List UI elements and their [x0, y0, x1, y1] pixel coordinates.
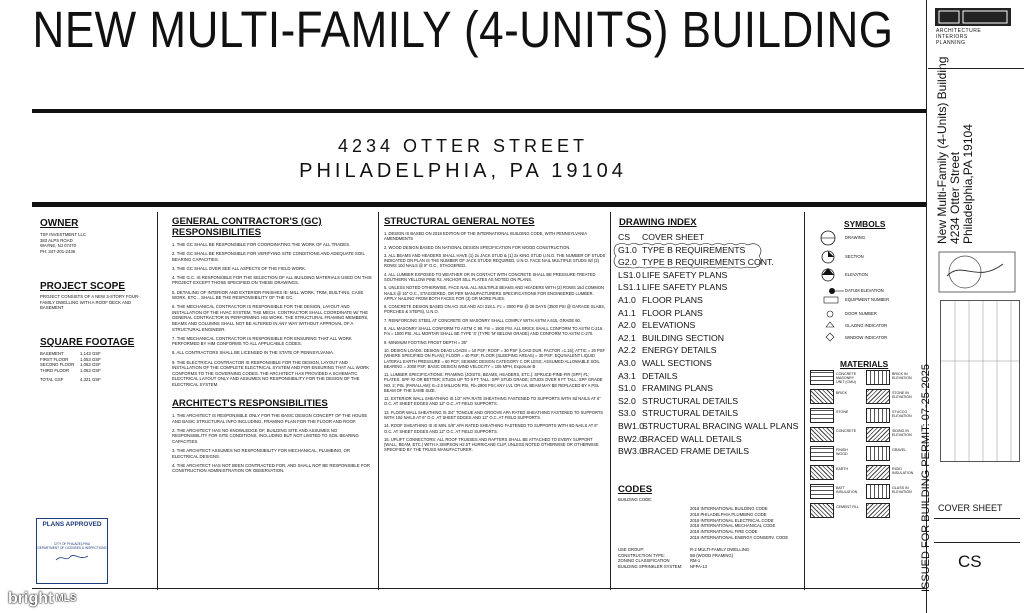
material-swatch-right — [866, 427, 890, 442]
drawing-index-row — [618, 371, 678, 381]
material-swatch-left — [810, 389, 834, 404]
gc-item: 8. ALL CONTRACTORS SHALL BE LICENSED IN THE STATE OF PENNSYLVANIA. — [172, 350, 335, 356]
sqft-label: THIRD FLOOR — [40, 367, 70, 373]
project-name-line3: Philadelphia,PA 19104 — [961, 124, 975, 244]
owner-block — [40, 218, 152, 254]
drawing-index-row — [618, 434, 742, 444]
firm-logo — [935, 8, 1011, 26]
symbol-label: WINDOW INDICATOR — [845, 335, 888, 340]
drawing-index-row — [618, 396, 738, 406]
sqft-row — [40, 368, 152, 374]
sheet-name: ENERGY DETAILS — [642, 345, 717, 356]
material-swatch-left — [810, 446, 834, 461]
cloud-revision-icon — [612, 242, 764, 270]
structural-item: 5. UNLESS NOTED OTHERWISE, FACE NAIL ALL MULTIPLE BEAMS AND HEADERS WITH (2) ROWS 16d COMMON NAILS @ 16" O.C., STAGGERED, OR PER MANUFACTURERS SPECIFICATIONS FOR ENGINEERED LUMBER. APPLY NAILING FROM BOTH FACES FOR (3) OR MORE PLIES. — [384, 285, 604, 301]
sheet-name: STRUCTURAL DETAILS — [642, 395, 739, 406]
firm-line: ARCHITECTURE — [936, 28, 982, 34]
code-item: 2018 INTERNATIONAL BUILDING CODE — [690, 506, 768, 511]
structural-item: 10. DESIGN LOADS: DESIGN DEAD LOADS = 10 PSF; ROOF = 30 PSF (LOAD DUR. FACTOR =1.15); ATTIC = 20 PSF (WHERE SPECIFIED ON PLAN); FLOOR = 40 PSF; FLOOR (SLEEPING AREAS) = 30 PSF; EQUIVALENT LIQUID LATERAL EARTH PRESSURE = 60 PCF; SEISMIC DESIGN CATEGORY C OR LESS; ASSUMED ALLOWABLE SOIL BEARING = 2000 PSF; BASIC DESIGN WIND VELOCITY = 105 MPH, Exposure B — [384, 348, 605, 369]
sheet-name: FLOOR PLANS — [642, 295, 703, 305]
material-swatch-right — [866, 484, 890, 499]
symbols-heading: SYMBOLS — [844, 219, 886, 229]
sheet-code: G2.0 — [618, 257, 637, 268]
drawing-index-row — [618, 282, 727, 292]
architect-item: 4. THE ARCHITECT HAS NOT BEEN CONTRACTED FOR, AND SHALL NOT BE RESPONSIBLE FOR CONSTRUCTION ADMINISTRATION OR OBSERVATION. — [172, 462, 370, 474]
material-label-left: BATT INSULATION — [836, 486, 858, 494]
material-swatch-left — [810, 465, 834, 480]
datum-symbol-icon — [829, 288, 844, 294]
square-footage-block — [40, 337, 152, 383]
code-item: 2018 INTERNATIONAL FIRE CODE — [690, 529, 758, 535]
use-value: R-2 MULTI-FAMILY DWELLING — [690, 546, 750, 552]
drawing-index-row — [618, 308, 703, 318]
gc-item: 6. THE MECHANICAL CONTRACTOR IS RESPONSIBLE FOR THE DESIGN, LAYOUT AND INSTALLATION OF THE HVAC SYSTEM. THE MECH. CONTRACTOR SHALL COORDINATE W/ THE GENERAL CONTRACTOR IN PERFORMING HIS WORK. THE STRUCTURAL FRAMING MEMBERS, BEAMS AND COLUMNS SHALL NOT BE ALTERED IN ANY WAY WITHOUT APPROVAL OF A STRUCTURAL ENGINEER. — [172, 304, 369, 332]
drawing-index-row — [618, 408, 738, 418]
sheet-code: S1.0 — [618, 383, 636, 394]
symbol-label: DOOR NUMBER — [845, 311, 877, 316]
total-value: 4,321 GSF — [80, 377, 101, 383]
structural-items — [384, 231, 606, 453]
code-item: 2018 INTERNATIONAL ELECTRICAL CODE — [690, 517, 774, 523]
structural-item: 11. LUMBER SPECIFICATIONS: FRAMING (JOISTS, BEAMS, HEADERS, ETC.): SPRUCE-PINE-FIR (SPF) #1; PLATES: SPF #2 OR BETTER; STUDS UP TO 9 FT TALL: SPF STUD GRADE; STUDS OVER 9 FT TALL: SPF GRADE NO. 2; PSL (PARALLAM): E=2.0 MILLION PSI, Fb=2900 PSI; ANY LVL OR LVL BEAM MAY BE REPLACED BY A PSL BEAM OF THE SAME SIZE. — [384, 372, 603, 393]
window-symbol-icon — [826, 333, 834, 341]
sqft-value: 1,143 GSF — [80, 351, 101, 356]
sheet-code: A2.1 — [618, 332, 636, 343]
structural-item: 15. UPLIFT CONNECTORS: ALL ROOF TRUSSES AND RAFTERS SHALL BE ATTACHED TO EVERY SUPPORT (WALL, BEAM, ETC.) WITH A SIMPSON H2.5T HURRICANE CLIP, UNLESS NOTED OTHERWISE OR OTHERWISE SPECIFIED BY THE TRUSS MANUFACTURER. — [384, 436, 599, 453]
material-label-left: CEMENT FILL — [836, 505, 860, 509]
symbol-label: DATUM ELEVATION — [845, 288, 884, 293]
use-row — [618, 564, 800, 570]
use-value: NFPA-13 — [690, 564, 707, 570]
sqft-value: 1,063 GSF — [80, 362, 101, 368]
material-label-right: STUCCO ELEVATION — [892, 410, 912, 418]
architect-item: 2. THE ARCHITECT HAS NO KNOWLEDGE OF, BUILDING SITE AND ASSUMES NO RESPONSIBILITY FOR SITE CONDITIONS, INCLUDING BUT NOT LIMITED TO SOIL BEARING CAPACITIES. — [172, 427, 359, 444]
owner-line: PH: 347-201-2436 — [40, 248, 76, 254]
use-label: USE GROUP: — [618, 546, 645, 552]
signature-icon — [54, 553, 90, 563]
equipment-symbol-icon — [824, 297, 838, 303]
drawing-index-row — [618, 421, 798, 431]
bottom-rule — [32, 588, 927, 589]
drawing-index-row — [618, 383, 713, 393]
structural-item: 2. WOOD DESIGN BASED ON NATIONAL DESIGN SPECIFICATION FOR WOOD CONSTRUCTION. — [384, 244, 571, 250]
code-item: 2018 INTERNATIONAL ENERGY CONSERV. CODE — [690, 534, 789, 540]
total-label: TOTAL GSF — [40, 377, 64, 383]
sheet-name: LIFE SAFETY PLANS — [642, 269, 728, 280]
sheet-name: COVER SHEET — [642, 232, 705, 242]
material-swatch-right — [866, 465, 890, 480]
structural-item: 6. CONCRETE DESIGN BASED ON ACI 318 AND ACI 318.1. Fc = 3000 PSI @ 28 DAYS (3500 PSI @ GARAGE SLABS, PORCHES & STEPS), U.N.O. — [384, 304, 606, 315]
square-footage-heading: SQUARE FOOTAGE — [40, 337, 135, 348]
sheet-name: WALL SECTIONS — [642, 358, 712, 368]
owner-heading: OWNER — [40, 218, 79, 229]
structural-heading: STRUCTURAL GENERAL NOTES — [384, 216, 535, 227]
project-name-line1: New Multi-Family (4-Units) Building — [935, 56, 949, 244]
sqft-value: 1,053 GSF — [80, 356, 101, 362]
sheet-name: TYPE B REQUIREMENTS — [642, 244, 746, 255]
structural-item: 7. REINFORCING STEEL AT CONCRETE OR MASONRY SHALL COMPLY WITH ASTM A 615, GRADE 60. — [384, 317, 581, 323]
project-scope-text: PROJECT CONSISTS OF A NEW 3-STORY FOUR-FAMILY DWELLING WITH A ROOF DECK AND BASEMENT — [40, 294, 140, 311]
page-title: NEW MULTI-FAMILY (4-UNITS) BUILDING — [32, 2, 894, 59]
drawing-index-row — [618, 295, 703, 305]
drawing-index-row — [618, 270, 727, 280]
material-label-left: EARTH — [836, 467, 849, 471]
material-swatch-right — [866, 446, 890, 461]
sheet-name: BRACED WALL DETAILS — [642, 433, 742, 444]
revision-grid-icon — [941, 301, 1019, 461]
address-line-1: 4234 OTTER STREET — [337, 136, 589, 156]
stamp-line: CITY OF PHILADELPHIA — [53, 542, 91, 546]
sheet-code: CS — [618, 232, 631, 242]
sheet-code: A3.0 — [618, 358, 636, 368]
use-rows — [618, 547, 800, 570]
gc-item: 4. THE G.C. IS RESPONSIBLE FOR THE SELECTION OF ALL BUILDING MATERIALS USED ON THIS PROJECT EXCEPT THOSE SPECIFIED ON THESE DRAWINGS. — [172, 274, 372, 286]
project-scope-block — [40, 281, 154, 311]
issued-label: ISSUED FOR BUILDING PERMIT: 07-25-2025 — [920, 363, 932, 592]
sheet-name: BRACED FRAME DETAILS — [642, 446, 750, 457]
symbol-label: ELEVATION — [845, 272, 868, 277]
sqft-value: 1,063 GSF — [80, 367, 101, 373]
sheet-name: FRAMING PLANS — [642, 383, 713, 394]
sheet-code: BW3.0 — [618, 446, 645, 457]
materials-heading: MATERIALS — [840, 359, 889, 369]
architect-item: 1. THE ARCHITECT IS RESPONSIBLE ONLY FOR THE BASIC DESIGN CONCEPT OF THE HOUSE AND BASIC STRUCTURAL INFO INCLUDING, FRAMING PLAN FOR THE FLOOR AND ROOF. — [172, 413, 368, 424]
column-divider — [157, 212, 158, 590]
codes-heading: CODES — [618, 484, 653, 495]
material-label-right: BRICK IN ELEVATION — [892, 372, 912, 380]
use-value: RM-1 — [690, 558, 701, 564]
watermark-text: bright — [8, 590, 54, 607]
structural-item: 13. FLOOR WALL SHEATHING IS 3/4" TONGUE AND GROOVE APA RATED SHEATHING FASTENED TO SUPPORTS WITH 10d NAILS AT 6" O.C. AT SHEET EDGES AND 12" O.C. AT FIELD SUPPORTS. — [384, 409, 604, 420]
use-label: CONSTRUCTION TYPE: — [618, 552, 665, 558]
architect-item: 3. THE ARCHITECT ASSUMES NO RESPONSIBILITY FOR MECHANICAL, PLUMBING, OR ELECTRICAL DESIGNS. — [172, 447, 351, 459]
sheet-name: BUILDING SECTION — [642, 332, 725, 343]
material-label-left: FINISH WOOD — [836, 448, 848, 456]
architect-block — [172, 398, 372, 477]
symbols-icons — [818, 229, 846, 351]
project-name-vertical — [936, 57, 975, 244]
gc-block — [172, 216, 372, 391]
firm-lines — [936, 28, 981, 46]
material-label-right: STONE IN ELEVATION — [892, 391, 912, 399]
stamp-lines — [37, 542, 107, 550]
sheet-code: A1.0 — [618, 295, 636, 305]
drawing-index-row — [618, 333, 724, 343]
material-swatch-right — [866, 389, 890, 404]
sheet-code: S3.0 — [618, 408, 636, 419]
drawing-index-heading: DRAWING INDEX — [619, 217, 697, 228]
project-name-line2: 4234 Otter Street — [948, 151, 962, 244]
owner-line: TSF INVESTMENT LLC — [40, 232, 87, 237]
sqft-label: FIRST FLOOR — [40, 356, 69, 362]
codes-block — [618, 484, 800, 570]
architect-items — [172, 413, 372, 474]
sheet-rule — [934, 542, 1020, 543]
sqft-label: BASEMENT — [40, 351, 64, 356]
architect-heading: ARCHITECT'S RESPONSIBILITIES — [172, 398, 328, 409]
sheet-name: TYPE B REQUIREMENTS CONT. — [642, 257, 774, 268]
owner-line: 383 ALPS ROAD — [40, 237, 73, 243]
code-item: 2018 PHILADELPHIA PLUMBING CODE — [690, 511, 767, 517]
sheet-name: LIFE SAFETY PLANS — [642, 282, 728, 293]
structural-item: 14. ROOF SHEATHING IS IS MIN. 5/8" APA RATED SHEATHING FASTENED TO SUPPORTS WITH 8D NAILS AT 6" O.C. AT SHEET EDGES AND 12" O.C. AT FIELD SUPPORTS. — [384, 423, 599, 434]
material-swatch-left — [810, 408, 834, 423]
sheet-name: ELEVATIONS — [642, 320, 696, 331]
sheet-code: BW1.0 — [618, 421, 645, 431]
square-footage-total — [40, 377, 152, 383]
material-label-left: STONE — [836, 410, 849, 414]
structural-item: 3. ALL BEAMS AND HEADERS SHALL HAVE (1) 2x JACK STUD & (1) 2x KING STUD U.N.O. THE NUMBER OF STUDS INDICATED ON PLAN IS THE NUMBER OF JACK STUDS REQUIRED, U.N.O. FACE NAIL MULTIPLE STUDS W/ (2) ROWS 10d NAILS @ 8" O.C., STAGGERED. — [384, 252, 606, 269]
gc-item: 2. THE GC SHALL BE RESPONSIBLE FOR VERIFYING SITE CONDITIONS AND ADEQUATE SOIL BEARING CAPACITIES. — [172, 251, 365, 262]
material-swatch-left — [810, 370, 834, 385]
structural-item: 1. DESIGN IS BASED ON 2018 EDITION OF THE INTERNATIONAL BUILDING CODE, WITH PENNSYLVANIA AMENDMENTS — [384, 231, 587, 242]
plans-approved-stamp — [36, 518, 108, 584]
watermark — [8, 590, 76, 608]
sheet-name: STRUCTURAL DETAILS — [642, 408, 739, 419]
firm-logo-icon — [935, 8, 1011, 26]
material-label-right: GLASS IN ELEVATION — [892, 486, 912, 494]
use-value: 5B (WOOD FRAMING) — [690, 552, 734, 558]
firm-line: PLANNING — [936, 40, 966, 46]
material-swatch-right — [866, 408, 890, 423]
sheet-code: G1.0 — [618, 244, 637, 255]
symbol-label: DRAWING — [845, 235, 866, 240]
symbol-label: GLAZING INDICATOR — [845, 323, 888, 328]
gc-heading: GENERAL CONTRACTOR'S (GC) RESPONSIBILITIES — [172, 216, 322, 238]
sheet-code: LS1.1 — [618, 282, 641, 293]
gc-item: 5. DETAILING OF INTERIOR AND EXTERIOR FINISHES IE: MILL WORK, TRIM, BUILT-INS, CASE WORK, ETC... SHALL BE THE RESPONSIBILITY OF THE GC. — [172, 289, 364, 301]
column-divider — [610, 212, 611, 590]
sheet-code: BW2.0 — [618, 433, 645, 444]
drawing-index-row — [618, 446, 749, 456]
sheet-number: CS — [958, 552, 982, 571]
project-scope-heading: PROJECT SCOPE — [40, 281, 126, 292]
material-label-left: CONCRETE — [836, 429, 857, 433]
revision-table — [940, 300, 1020, 462]
material-label-right: RIGID INSULATION — [892, 467, 914, 475]
sheet-name: FLOOR PLANS — [642, 307, 703, 318]
owner-lines — [40, 232, 152, 254]
stamp-heading: PLANS APPROVED — [42, 521, 102, 528]
firm-line: INTERIORS — [936, 34, 968, 40]
drawing-symbol-icon — [821, 231, 835, 245]
sheet-code: A3.1 — [618, 370, 636, 381]
drawing-index-row — [618, 345, 717, 355]
structural-item: 4. ALL LUMBER EXPOSED TO WEATHER OR IN CONTACT WITH CONCRETE SHALL BE PRESSURE TREATED SOUTHERN YELLOW PINE #2. ANCHOR SILL PLATES AS NOTED ON PLANS. — [384, 271, 596, 282]
square-footage-table — [40, 351, 152, 373]
material-label-right: SIDING IN ELEVATION — [892, 429, 912, 437]
structural-block — [384, 216, 606, 456]
sheet-name: STRUCTURAL BRACING WALL PLANS — [642, 421, 799, 431]
owner-line: WAYNE, NJ 07470 — [40, 243, 77, 249]
material-swatch-right — [866, 503, 890, 518]
sheet-code: LS1.0 — [618, 269, 641, 280]
address-line-2: PHILADELPHIA, PA 19104 — [299, 160, 627, 182]
material-swatch-right — [866, 370, 890, 385]
column-divider — [378, 212, 379, 590]
structural-item: 9. MINIMUM FOOTING FROST DEPTH = 36" — [384, 339, 468, 345]
material-label-left: CONCRETE MASONRY UNIT (CMU) — [836, 372, 857, 384]
sheet-code: A1.1 — [618, 307, 636, 318]
codes-sub: BUILDING CODE: — [618, 497, 653, 502]
material-label-left: BRICK — [836, 391, 847, 395]
symbol-label: EQUIPMENT NUMBER — [845, 297, 890, 302]
door-symbol-icon — [827, 311, 833, 317]
sheet-code: S2.0 — [618, 395, 636, 406]
codes-items — [690, 506, 800, 541]
gc-item: 9. THE ELECTRICAL CONTRACTOR IS RESPONSIBLE FOR THE DESIGN, LAYOUT AND INSTALLATION OF THE COMPLETE ELECTRICAL SYSTEM AND FOR ENSURING THAT ALL WORK CONFORMS TO THE GOVERNING CODES. THE ARCHITECT HAS PROVIDED A SCHEMATIC ELECTRICAL LAYOUT ONLY AND ASSUMES NO RESPONSIBILITY FOR THE DESIGN OF THE ELECTRICAL SYSTEM. — [172, 359, 370, 387]
structural-item: 8. ALL MASONRY SHALL CONFORM TO ASTM C 90. Fm = 1500 PSI. ALL BRICK SHALL CONFORM TO ASTM C-216. Fm = 1500 PSI. ALL MORTAR SHALL BE TYPE 'S' (TYPE 'M' BELOW GRADE) AND CONFORM TO ASTM C-270. — [384, 326, 604, 337]
sqft-label: SECOND FLOOR — [40, 362, 75, 368]
drawing-index-row — [618, 320, 695, 330]
code-item: 2018 INTERNATIONAL MECHANICAL CODE — [690, 523, 776, 529]
material-swatch-left — [810, 484, 834, 499]
title-rule — [32, 109, 927, 113]
sheet-name: DETAILS — [642, 370, 678, 381]
elevation-symbol-icon — [822, 268, 834, 281]
sheet-code: A2.0 — [618, 320, 636, 331]
column-divider — [804, 212, 805, 590]
symbol-label: SECTION — [845, 254, 864, 259]
address-rule — [32, 202, 927, 207]
material-label-right: GRAVEL — [892, 448, 907, 452]
use-label: ZONING CLASSIFICATION — [618, 558, 670, 564]
drawing-index-row — [618, 232, 704, 242]
sheet-rule — [934, 518, 1020, 519]
structural-item: 12. EXTERIOR WALL SHEATHING IS 1/2" APA RATE SHEATHING FASTENED TO SUPPORTS WITH 8d NAILS AT 6" O.C. AT SHEET EDGES AND 12" O.C. AT FIELD SUPPORTS. — [384, 396, 601, 407]
watermark-suffix: MLS — [55, 593, 77, 604]
sheet-title: COVER SHEET — [938, 503, 1003, 513]
stamp-line: DEPARTMENT OF LICENSES & INSPECTIONS — [37, 546, 107, 551]
material-swatch-left — [810, 503, 834, 518]
gc-items — [172, 242, 372, 387]
glazing-symbol-icon — [826, 322, 834, 327]
use-label: BUILDING SPRINKLER SYSTEM: — [618, 564, 683, 570]
drawing-index-row — [618, 358, 712, 368]
sheet-code: A2.2 — [618, 345, 636, 356]
gc-item: 1. THE GC SHALL BE RESPONSIBLE FOR COORDINATING THE WORK OF ALL TRADES. — [172, 242, 351, 247]
material-swatch-left — [810, 427, 834, 442]
architect-seal-icon — [937, 250, 1017, 294]
section-symbol-icon — [822, 251, 834, 263]
gc-item: 7. THE MECHANICAL CONTRACTOR IS RESPONSIBLE FOR ENSURING THAT ALL WORK PERFORMED BY HIM CONFORMS TO ALL APPLICABLE CODES. — [172, 335, 352, 347]
gc-item: 3. THE GC SHALL OVER SEE ALL ASPECTS OF THE FIELD WORK. — [172, 265, 307, 271]
